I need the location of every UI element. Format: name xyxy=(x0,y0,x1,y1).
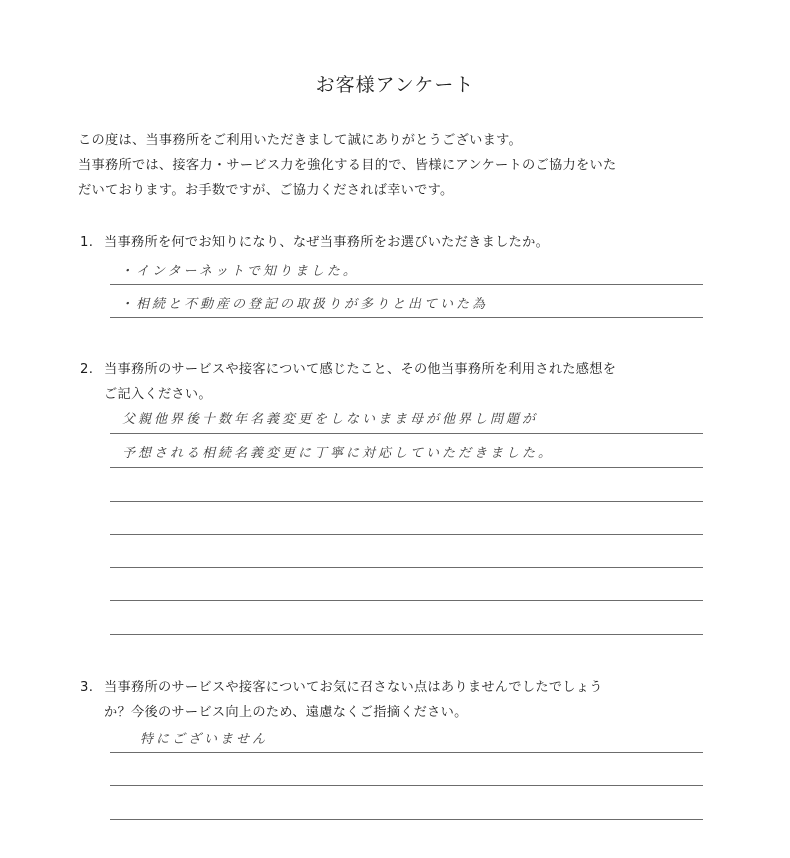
intro-text xyxy=(78,128,738,203)
answer-line xyxy=(110,819,703,820)
answer-text: 予想される相続名義変更に丁寧に対応していただきました。 xyxy=(122,446,555,461)
question-3 xyxy=(80,675,603,725)
question-1 xyxy=(80,230,549,255)
answer-text: ・相続と不動産の登記の取扱りが多りと出ていた為 xyxy=(120,297,489,312)
question-text: 当事務所を何でお知りになり、なぜ当事務所をお選びいただきましたか。 xyxy=(104,235,550,250)
question-text: ご記入ください。 xyxy=(104,387,212,402)
answer-line xyxy=(110,467,703,468)
question-number: 3. xyxy=(80,680,94,695)
answer-text: 特にございません xyxy=(140,732,269,747)
intro-line: 当事務所では、接客力・サービス力を強化する目的で、皆様にアンケートのご協力をいた xyxy=(78,158,617,173)
question-text: 当事務所のサービスや接客について感じたこと、その他当事務所を利用された感想を xyxy=(104,362,617,377)
answer-line xyxy=(110,317,703,318)
answer-line xyxy=(110,634,703,635)
answer-line xyxy=(110,534,703,535)
answer-line xyxy=(110,433,703,434)
answer-line xyxy=(110,785,703,786)
answer-line xyxy=(110,501,703,502)
question-text: か？今後のサービス向上のため、遠慮なくご指摘ください。 xyxy=(104,705,468,720)
intro-line: この度は、当事務所をご利用いただきまして誠にありがとうございます。 xyxy=(78,133,523,148)
intro-line: だいております。お手数ですが、ご協力くだされば幸いです。 xyxy=(78,183,454,198)
answer-text: ・インターネットで知りました。 xyxy=(120,264,359,279)
answer-line xyxy=(110,284,703,285)
question-text: 当事務所のサービスや接客についてお気に召さない点はありませんでしたでしょう xyxy=(104,680,603,695)
answer-line xyxy=(110,752,703,753)
question-number: 1. xyxy=(80,235,94,250)
question-number: 2. xyxy=(80,362,94,377)
answer-line xyxy=(110,567,703,568)
answer-text: 父親他界後十数年名義変更をしないまま母が他界し問題が xyxy=(122,412,539,427)
page-title: お客様アンケート xyxy=(315,74,475,96)
answer-line xyxy=(110,600,703,601)
question-2 xyxy=(80,357,616,407)
